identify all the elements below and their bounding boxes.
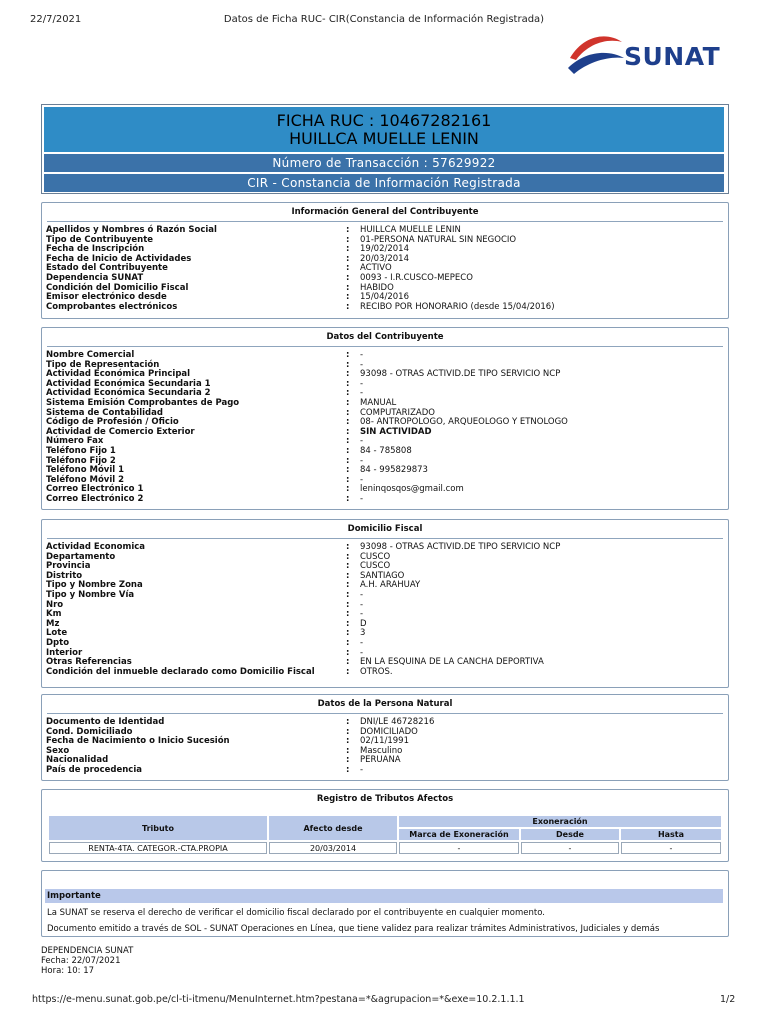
info-row [42,466,728,476]
row-colon: : [346,292,350,303]
taxes-table [47,814,723,856]
row-value: 15/04/2016 [360,292,409,303]
row-label: Km [46,609,62,620]
row-label: Documento de Identidad [46,717,165,727]
row-label: Fecha de Inicio de Actividades [46,253,192,264]
row-label: Sistema de Contabilidad [46,407,163,418]
th-tributo: Tributo [49,816,267,840]
row-label: Departamento [46,551,116,562]
row-label: Actividad Económica Principal [46,369,191,380]
important-section [41,870,729,937]
row-value: - [360,493,364,504]
natural-person-section [41,694,729,781]
row-colon: : [346,764,350,775]
row-colon: : [346,599,350,610]
row-label: Tipo de Representación [46,359,160,370]
info-row [42,629,728,639]
row-colon: : [346,263,350,274]
row-label: Fecha de Inscripción [46,244,145,255]
row-colon: : [346,755,350,766]
footer-fecha: Fecha: 22/07/2021 [41,956,121,966]
footer-dependencia: DEPENDENCIA SUNAT [41,946,134,956]
row-colon: : [346,234,350,245]
row-colon: : [346,350,350,360]
th-exoneracion: Exoneración [399,816,721,827]
row-label: Número Fax [46,436,104,447]
row-label: Provincia [46,561,91,572]
info-row [42,766,728,776]
row-label: Teléfono Fijo 2 [46,455,116,466]
row-value: 20/03/2014 [360,253,409,264]
row-label: Teléfono Fijo 1 [46,445,116,456]
row-value: EN LA ESQUINA DE LA CANCHA DEPORTIVA [360,657,544,668]
info-row [42,581,728,591]
th-hasta: Hasta [621,829,721,840]
info-row [42,668,728,678]
row-value: HUILLCA MUELLE LENIN [360,225,461,235]
row-colon: : [346,717,350,727]
row-label: Comprobantes electrónicos [46,301,178,312]
row-value: SIN ACTIVIDAD [360,426,432,437]
row-label: Estado del Contribuyente [46,263,168,274]
cell-desde: - [521,842,619,854]
row-value: MANUAL [360,397,397,408]
row-value: - [360,350,364,360]
row-value: 84 - 785808 [360,445,412,456]
row-label: Interior [46,647,83,658]
row-value: ACTIVO [360,263,392,274]
row-value: leninqosqos@gmail.com [360,484,464,495]
th-desde: Desde [521,829,619,840]
row-colon: : [346,301,350,312]
row-label: Apellidos y Nombres ó Razón Social [46,225,217,235]
row-colon: : [346,657,350,668]
important-line-2: Documento emitido a través de SOL - SUNAT Operaciones en Línea, que tiene validez para realizar trámites Administrativos, Judiciales y demás [47,924,660,934]
row-colon: : [346,388,350,399]
row-colon: : [346,359,350,370]
info-row [42,485,728,495]
row-colon: : [346,378,350,389]
info-row [42,639,728,649]
document-footer [41,946,133,976]
row-colon: : [346,647,350,658]
cell-tributo: RENTA-4TA. CATEGOR.-CTA.PROPIA [49,842,267,854]
important-header [45,889,723,903]
row-value: - [360,359,364,370]
cell-marca: - [399,842,519,854]
row-label: Emisor electrónico desde [46,292,167,303]
important-line-1: La SUNAT se reserva el derecho de verificar el domicilio fiscal declarado por el contribuyente en cualquier momento. [47,908,545,918]
row-value: 84 - 995829873 [360,465,428,476]
sunat-swoosh-icon [566,28,626,84]
row-label: Nro [46,599,64,610]
row-label: Fecha de Nacimiento o Inicio Sucesión [46,736,230,747]
row-label: Actividad Economica [46,542,146,552]
row-label: Condición del Domicilio Fiscal [46,282,189,293]
row-label: Nombre Comercial [46,350,135,360]
row-colon: : [346,253,350,264]
row-label: Dpto [46,637,70,648]
row-label: Teléfono Móvil 2 [46,474,125,485]
row-colon: : [346,570,350,581]
row-colon: : [346,397,350,408]
banner-main [44,107,724,152]
row-value: 3 [360,628,366,639]
row-colon: : [346,745,350,756]
row-value: - [360,609,364,620]
row-value: - [360,388,364,399]
row-label: Cond. Domiciliado [46,726,133,737]
row-colon: : [346,244,350,255]
row-value: HABIDO [360,282,394,293]
row-colon: : [346,272,350,283]
row-colon: : [346,417,350,428]
info-row [42,610,728,620]
row-colon: : [346,426,350,437]
section-title: Registro de Tributos Afectos [316,794,454,804]
row-value: SANTIAGO [360,570,405,581]
cir-title: CIR - Constancia de Información Registrada [44,174,724,192]
row-value: 19/02/2014 [360,244,409,255]
row-colon: : [346,436,350,447]
page-number: 1/2 [720,994,736,1005]
cell-hasta: - [621,842,721,854]
row-label: Otras Referencias [46,657,132,668]
print-title: Datos de Ficha RUC- CIR(Constancia de Información Registrada) [223,14,545,25]
row-colon: : [346,465,350,476]
info-row [42,601,728,611]
row-colon: : [346,484,350,495]
row-colon: : [346,542,350,552]
row-colon: : [346,666,350,677]
row-label: Teléfono Móvil 1 [46,465,125,476]
ruc-banner [41,104,729,194]
row-label: Correo Electrónico 1 [46,484,144,495]
row-value: - [360,599,364,610]
row-value: A.H. ARAHUAY [360,580,421,591]
row-label: Sexo [46,745,70,756]
row-colon: : [346,580,350,591]
taxes-section [41,789,729,862]
row-colon: : [346,637,350,648]
row-label: Código de Profesión / Oficio [46,417,179,428]
taxpayer-name: HUILLCA MUELLE LENIN [289,129,479,148]
row-colon: : [346,225,350,235]
row-colon: : [346,726,350,737]
row-value: - [360,637,364,648]
row-label: Actividad de Comercio Exterior [46,426,195,437]
section-title: Datos del Contribuyente [326,332,444,342]
row-value: 0093 - I.R.CUSCO-MEPECO [360,272,473,283]
page-url: https://e-menu.sunat.gob.pe/cl-ti-itmenu/MenuInternet.htm?pestana=*&agrupacion=*&exe=10.2.1.1.1 [32,994,525,1005]
row-value: DNI/LE 46728216 [360,717,435,727]
fiscal-address-section [41,519,729,688]
row-value: RECIBO POR HONORARIO (desde 15/04/2016) [360,301,555,312]
row-colon: : [346,551,350,562]
section-title: Información General del Contribuyente [291,207,479,217]
row-value: - [360,474,364,485]
info-row [42,428,728,438]
print-date: 22/7/2021 [30,14,82,25]
th-afecto: Afecto desde [269,816,397,840]
row-colon: : [346,369,350,380]
info-row [42,620,728,630]
row-colon: : [346,628,350,639]
row-label: Actividad Económica Secundaria 1 [46,378,211,389]
row-colon: : [346,618,350,629]
row-value: PERUANA [360,755,401,766]
cell-afecto: 20/03/2014 [269,842,397,854]
row-value: 93098 - OTRAS ACTIVID.DE TIPO SERVICIO NCP [360,542,561,552]
row-colon: : [346,736,350,747]
row-colon: : [346,493,350,504]
info-row [42,303,728,313]
row-colon: : [346,282,350,293]
row-label: País de procedencia [46,764,142,775]
row-value: COMPUTARIZADO [360,407,435,418]
row-colon: : [346,455,350,466]
row-colon: : [346,561,350,572]
row-label: Tipo de Contribuyente [46,234,154,245]
contributor-data-section [41,327,729,510]
important-title: Importante [47,891,101,901]
row-colon: : [346,609,350,620]
section-title: Domicilio Fiscal [347,524,423,534]
row-label: Condición del inmueble declarado como Domicilio Fiscal [46,666,315,677]
row-label: Distrito [46,570,83,581]
sunat-logo [566,28,724,84]
row-label: Sistema Emisión Comprobantes de Pago [46,397,240,408]
row-value: DOMICILIADO [360,726,418,737]
info-row [42,447,728,457]
row-value: - [360,378,364,389]
row-label: Mz [46,618,60,629]
row-value: Masculino [360,745,403,756]
table-row [49,842,721,854]
row-colon: : [346,407,350,418]
row-colon: : [346,445,350,456]
row-label: Actividad Económica Secundaria 2 [46,388,211,399]
row-label: Dependencia SUNAT [46,272,144,283]
transaction-number: Número de Transacción : 57629922 [44,154,724,172]
row-label: Tipo y Nombre Zona [46,580,143,591]
row-label: Tipo y Nombre Vía [46,589,135,600]
row-value: - [360,647,364,658]
section-title: Datos de la Persona Natural [317,699,453,709]
row-value: 01-PERSONA NATURAL SIN NEGOCIO [360,234,517,245]
row-value: 02/11/1991 [360,736,409,747]
row-label: Lote [46,628,68,639]
row-value: D [360,618,367,629]
general-info-section [41,202,729,319]
row-value: CUSCO [360,551,391,562]
row-label: Nacionalidad [46,755,109,766]
info-row [42,495,728,505]
row-value: 08- ANTROPOLOGO, ARQUEOLOGO Y ETNOLOGO [360,417,568,428]
logo-text: SUNAT [624,42,721,71]
row-value: 93098 - OTRAS ACTIVID.DE TIPO SERVICIO NCP [360,369,561,380]
row-colon: : [346,589,350,600]
row-colon: : [346,474,350,485]
row-value: - [360,436,364,447]
footer-hora: Hora: 10: 17 [41,966,95,976]
th-marca: Marca de Exoneración [399,829,519,840]
info-row [42,756,728,766]
ruc-number: FICHA RUC : 10467282161 [276,111,492,130]
row-value: OTROS. [360,666,393,677]
row-value: - [360,589,364,600]
row-value: - [360,764,364,775]
row-value: CUSCO [360,561,391,572]
row-label: Correo Electrónico 2 [46,493,144,504]
row-value: - [360,455,364,466]
info-row [42,591,728,601]
